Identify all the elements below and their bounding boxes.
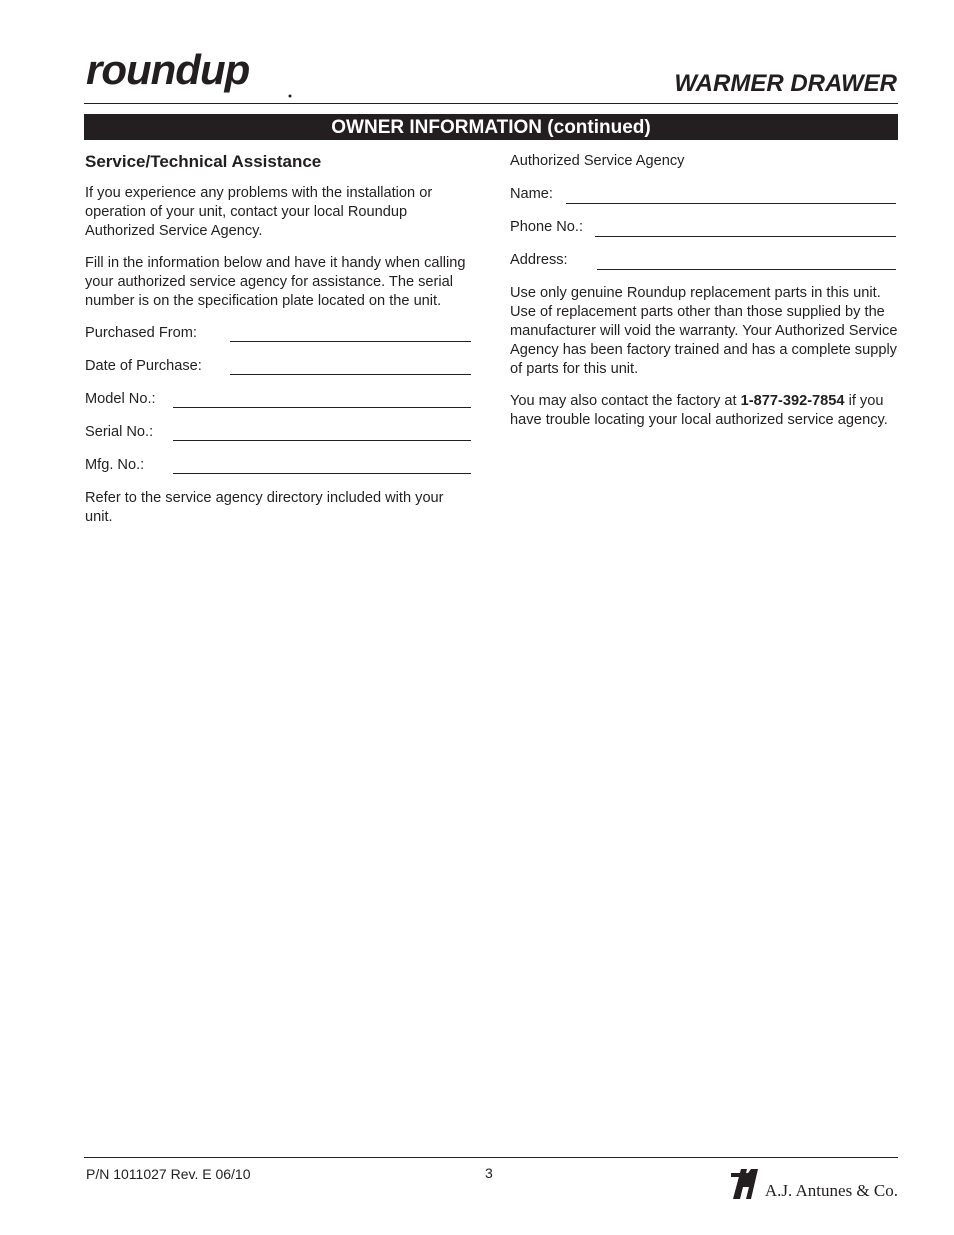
logo-wordmark: roundup (86, 52, 250, 93)
purchased-from-label: Purchased From: (85, 325, 197, 341)
serial-no-line[interactable] (173, 440, 471, 441)
intro-paragraph: If you experience any problems with the installation or operation of your unit, contact your local Roundup Authorized Service Agency. (85, 185, 433, 239)
instructions-paragraph: Fill in the information below and have it handy when calling your authorized service agency for assistance. The serial number is on the specification plate located on the unit. (85, 255, 466, 309)
company-logo (731, 1161, 898, 1203)
model-no-label: Model No.: (85, 391, 156, 407)
roundup-logo-mark (84, 52, 314, 102)
mfg-no-label: Mfg. No.: (85, 457, 145, 473)
mfg-no-line[interactable] (173, 473, 471, 474)
page-number: 3 (485, 1165, 493, 1181)
contact-factory-paragraph (510, 392, 898, 430)
contact-suffix: if you have trouble locating your local authorized service agency. (510, 393, 888, 428)
document-title: WARMER DRAWER (674, 70, 897, 97)
mfg-no-field[interactable] (85, 456, 473, 489)
footer-divider (84, 1157, 898, 1158)
directory-paragraph: Refer to the service agency directory included with your unit. (85, 490, 444, 525)
agency-address-label: Address: (510, 252, 568, 268)
header-divider (84, 103, 898, 104)
serial-no-field[interactable] (85, 423, 473, 456)
part-number: P/N 1011027 Rev. E 06/10 (86, 1166, 251, 1182)
agency-phone-field[interactable] (510, 218, 898, 251)
left-column (85, 152, 473, 540)
agency-phone-line[interactable] (595, 236, 896, 237)
model-no-field[interactable] (85, 390, 473, 423)
section-title-bar: OWNER INFORMATION (continued) (84, 114, 898, 140)
date-of-purchase-field[interactable] (85, 357, 473, 390)
agency-name-field[interactable] (510, 185, 898, 218)
agency-name-line[interactable] (566, 203, 896, 204)
agency-name-label: Name: (510, 186, 553, 202)
model-no-line[interactable] (173, 407, 471, 408)
roundup-logo (84, 52, 314, 102)
contact-prefix: You may also contact the factory at (510, 393, 741, 409)
factory-phone-number: 1-877-392-7854 (740, 393, 845, 409)
serial-no-label: Serial No.: (85, 424, 154, 440)
company-name: A.J. Antunes & Co. (764, 1181, 898, 1200)
date-of-purchase-line[interactable] (230, 374, 471, 375)
service-assistance-heading: Service/Technical Assistance (85, 152, 322, 171)
agency-phone-label: Phone No.: (510, 219, 584, 235)
aj-antunes-icon (731, 1163, 763, 1203)
genuine-parts-paragraph: Use only genuine Roundup replacement parts in this unit. Use of replacement parts other than those supplied by the manufacturer will void the warranty. Your Authorized Service Agency has been factory trained and has a complete supply of parts for this unit. (510, 285, 898, 377)
purchased-from-field[interactable] (85, 324, 473, 357)
purchased-from-line[interactable] (230, 341, 471, 342)
agency-address-field[interactable] (510, 251, 898, 284)
agency-address-line[interactable] (597, 269, 896, 270)
date-of-purchase-label: Date of Purchase: (85, 358, 202, 374)
right-column (510, 152, 898, 443)
agency-title: Authorized Service Agency (510, 153, 685, 169)
